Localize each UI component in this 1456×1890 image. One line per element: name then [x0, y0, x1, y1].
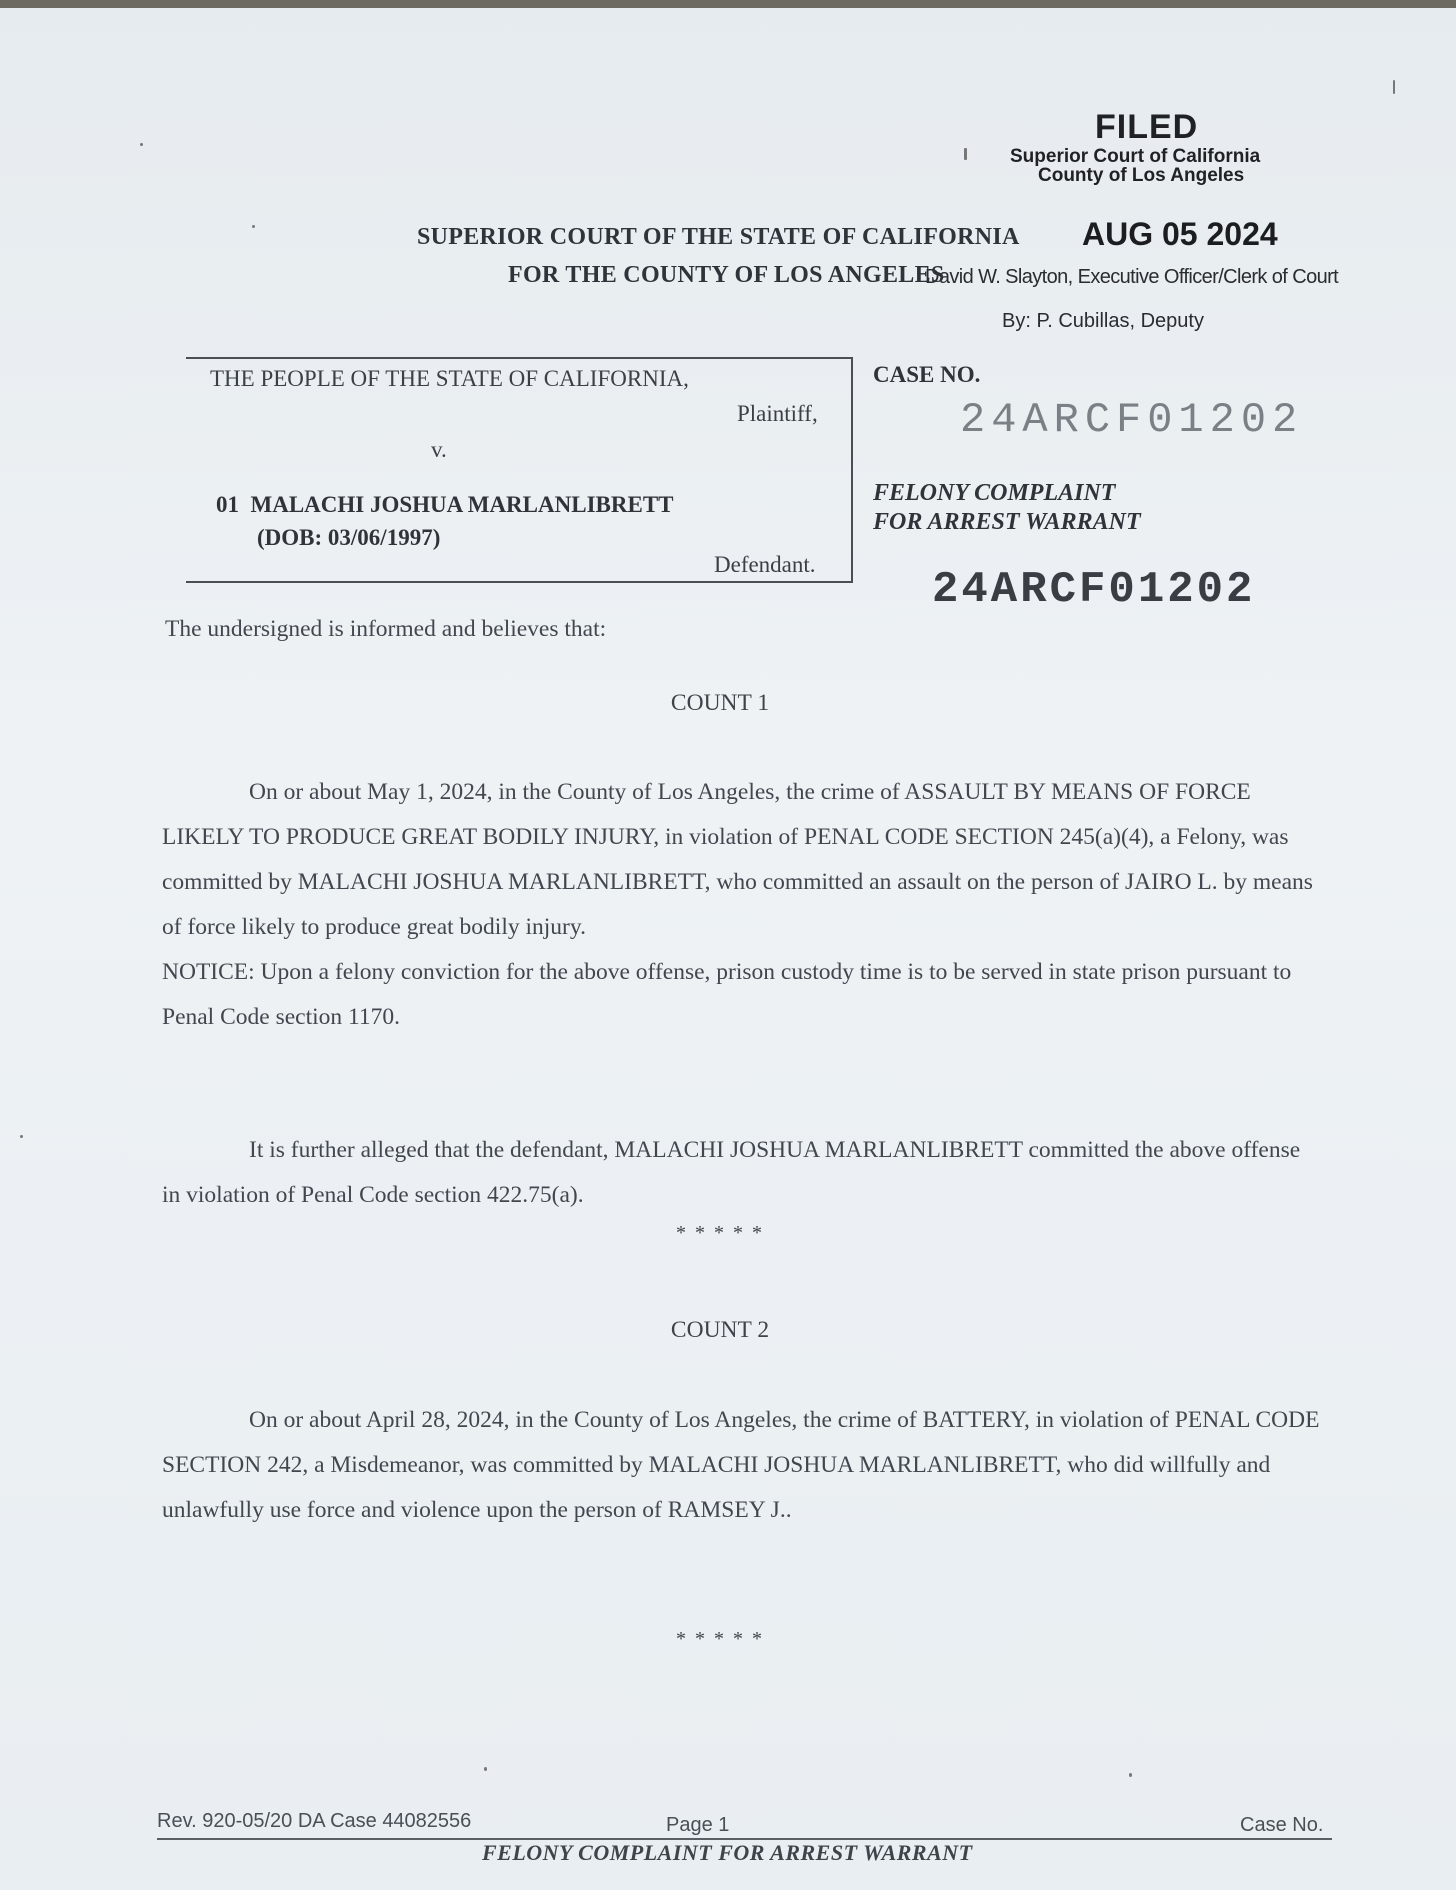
plaintiff-label: Plaintiff, — [737, 401, 818, 426]
footer-case-no-label: Case No. — [1240, 1814, 1324, 1836]
defendant-dob: (DOB: 03/06/1997) — [257, 525, 441, 550]
defendant-label: Defendant. — [714, 552, 816, 577]
filed-stamp-title: FILED — [1095, 108, 1199, 146]
footer-revision: Rev. 920-05/20 DA Case 44082556 — [157, 1810, 472, 1832]
paper-speck — [1129, 1773, 1132, 1777]
count-1-heading: COUNT 1 — [670, 690, 770, 716]
document-type-line1: FELONY COMPLAINT — [873, 480, 1116, 506]
filed-stamp-clerk: David W. Slayton, Executive Officer/Clerk of Court — [925, 266, 1339, 288]
intro-statement: The undersigned is informed and believes that: — [165, 616, 607, 642]
paper-speck — [1393, 80, 1395, 94]
count-2-heading: COUNT 2 — [670, 1317, 770, 1343]
court-name-line1: SUPERIOR COURT OF THE STATE OF CALIFORNIA — [417, 224, 1020, 250]
document-type-line2: FOR ARREST WARRANT — [873, 509, 1141, 535]
case-number-label: CASE NO. — [873, 362, 981, 387]
count-2-separator: * * * * * — [676, 1628, 764, 1650]
paper-speck — [484, 1767, 487, 1771]
footer-page-number: Page 1 — [666, 1814, 730, 1836]
footer-document-title: FELONY COMPLAINT FOR ARREST WARRANT — [482, 1840, 973, 1865]
case-number-stamp: 24ARCF01202 — [960, 396, 1304, 444]
paper-speck — [20, 1135, 23, 1138]
case-number: 24ARCF01202 — [932, 565, 1256, 615]
count-1-charge-text: On or about May 1, 2024, in the County of Los Angeles, the crime of ASSAULT BY MEANS OF FORCE LIKELY TO PRODUCE GREAT BODILY INJURY, in violation of PENAL CODE SECTION 245(a)(4), a Felony, was committed by MALACHI JOSHUA MARLANLIBRETT, who committed an assault on the person of JAIRO L. by means of force likely to produce great bodily injury. — [162, 779, 1313, 940]
count-1-separator: * * * * * — [676, 1222, 764, 1244]
paper-speck — [140, 143, 143, 146]
count-1-notice: NOTICE: Upon a felony conviction for the above offense, prison custody time is to be served in state prison pursuant to Penal Code section 1170. — [162, 959, 1292, 1030]
court-name-line2: FOR THE COUNTY OF LOS ANGELES — [508, 262, 945, 288]
paper-speck — [964, 148, 967, 160]
count-2-charge-text: On or about April 28, 2024, in the County of Los Angeles, the crime of BATTERY, in violation of PENAL CODE SECTION 242, a Misdemeanor, was committed by MALACHI JOSHUA MARLANLIBRETT, who did willfully and unlawfully use force and violence upon the person of RAMSEY J.. — [162, 1407, 1320, 1523]
filed-stamp-date: AUG 05 2024 — [1082, 216, 1278, 252]
paper-speck — [252, 225, 255, 228]
filed-stamp-court: Superior Court of California — [1010, 146, 1261, 167]
filed-stamp-county: County of Los Angeles — [1038, 165, 1245, 186]
count-1-allegation: It is further alleged that the defendant, MALACHI JOSHUA MARLANLIBRETT committed the above offense in violation of Penal Code section 422.75(a). — [162, 1137, 1301, 1208]
page-top-edge — [0, 0, 1456, 8]
count-1-paragraph — [162, 770, 1322, 1040]
versus-label: v. — [431, 437, 447, 462]
filed-stamp-deputy: By: P. Cubillas, Deputy — [1002, 310, 1204, 332]
count-2-paragraph — [162, 1398, 1322, 1533]
count-1-allegation-block — [162, 1128, 1322, 1218]
defendant-name: 01 MALACHI JOSHUA MARLANLIBRETT — [216, 492, 674, 517]
plaintiff-name: THE PEOPLE OF THE STATE OF CALIFORNIA, — [210, 366, 689, 391]
